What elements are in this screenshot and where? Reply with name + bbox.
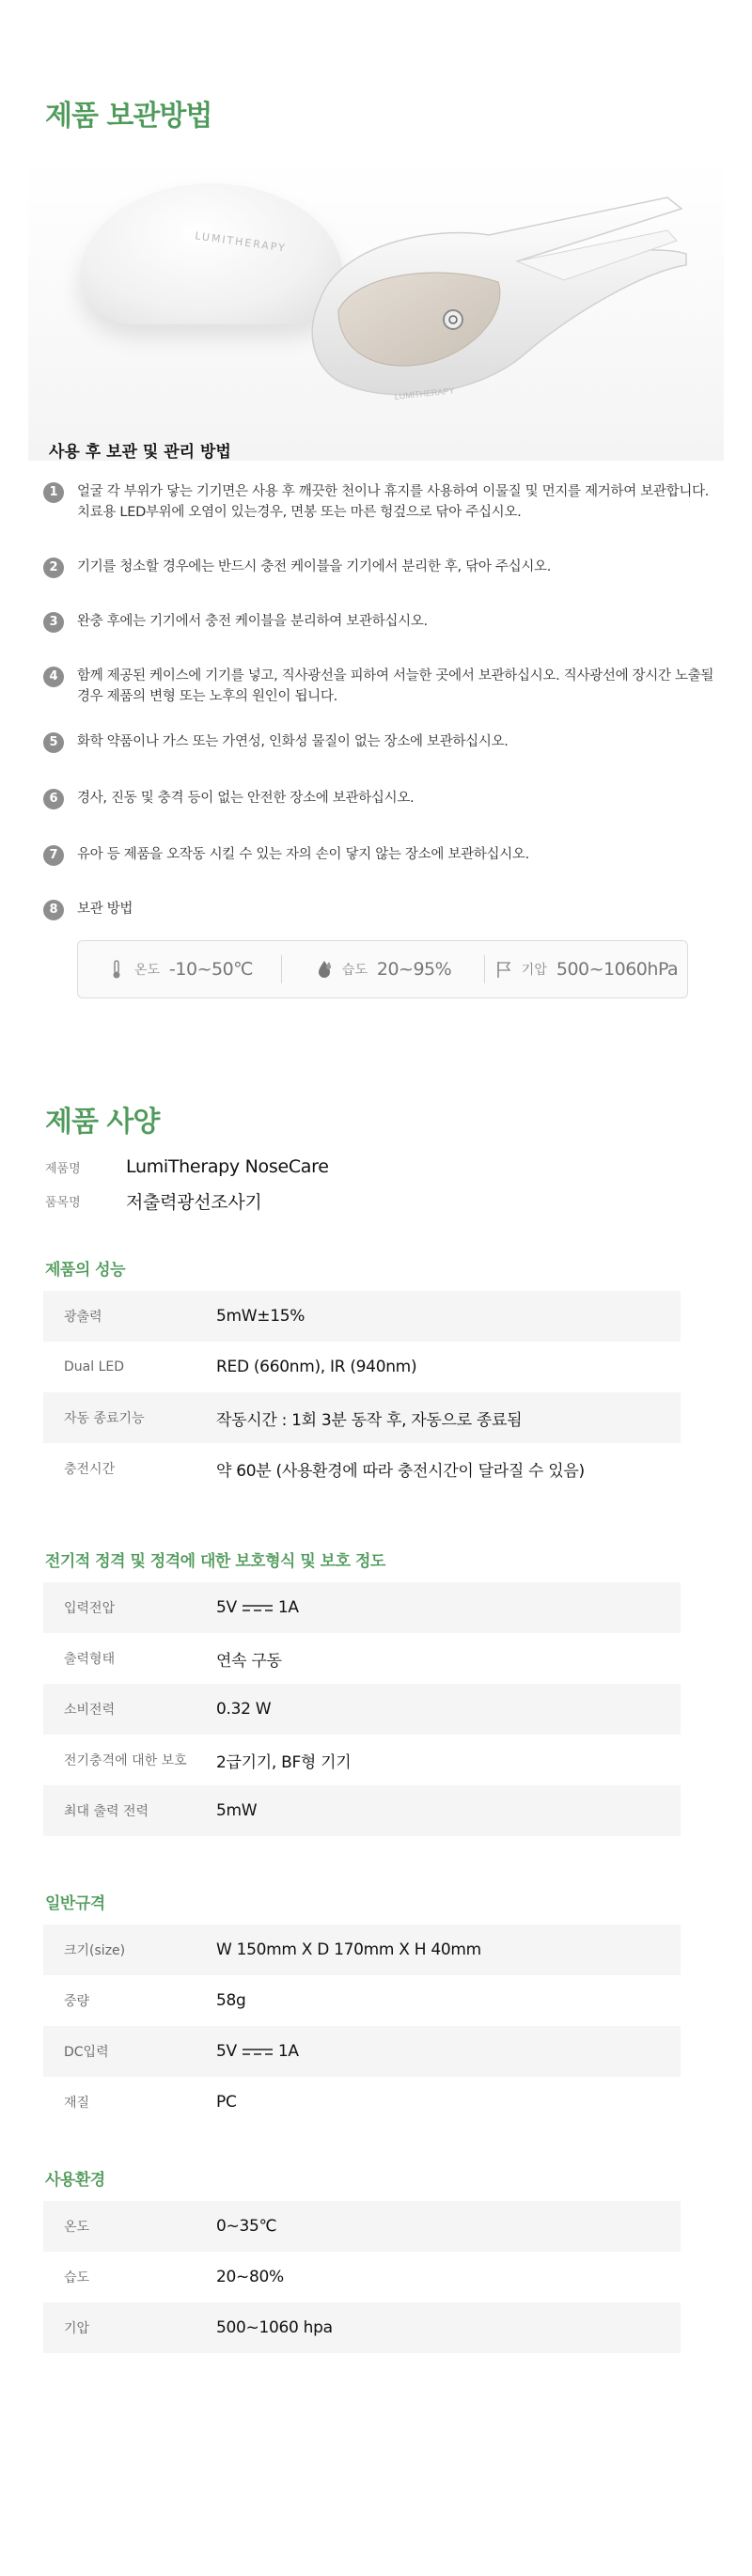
- step-text: 얼굴 각 부위가 닿는 기기면은 사용 후 깨끗한 천이나 휴지를 사용하여 이물질 및 먼지를 제거하여 보관합니다. 치료용 LED부위에 오염이 있는경우, 면봉 또는 마른 헝겊으로 닦아 주십시오.: [77, 484, 710, 520]
- step-number-badge: 7: [43, 845, 64, 866]
- step-text: 보관 방법: [77, 902, 133, 917]
- env-value: 500~1060hPa: [556, 959, 679, 980]
- table-row: [43, 2252, 681, 2302]
- spec-section-title: 제품 사양: [45, 1106, 160, 1139]
- row-key: 재질: [64, 2096, 90, 2111]
- storage-step-5: [43, 731, 720, 753]
- step-number-badge: 1: [43, 482, 64, 503]
- row-value: 0~35℃: [216, 2217, 277, 2236]
- droplet-icon: [314, 959, 335, 980]
- row-value: RED (660nm), IR (940nm): [216, 1358, 417, 1376]
- electrical-table: [43, 1582, 681, 1836]
- table-row: [43, 1443, 681, 1494]
- step-number-badge: 6: [43, 789, 64, 809]
- table-row: [43, 1684, 681, 1735]
- row-key: 자동 종료기능: [64, 1411, 145, 1426]
- row-key: DC입력: [64, 2045, 109, 2060]
- device-glasses-image: [282, 188, 696, 432]
- product-image: [28, 160, 724, 461]
- row-key: 충전시간: [64, 1462, 116, 1477]
- performance-table: [43, 1291, 681, 1494]
- row-key: 중량: [64, 1994, 90, 2009]
- row-value: 연속 구동: [216, 1651, 282, 1671]
- step-text: 기기를 청소할 경우에는 반드시 충전 케이블을 기기에서 분리한 후, 닦아 주십시오.: [77, 559, 552, 574]
- step-number-badge: 4: [43, 667, 64, 687]
- item-name-label: 품목명: [45, 1196, 81, 1210]
- env-value: 20~95%: [376, 959, 452, 980]
- env-humidity: [281, 959, 484, 980]
- step-text: 완충 후에는 기기에서 충전 케이블을 분리하여 보관하십시오.: [77, 614, 428, 629]
- env-label: 온도: [133, 963, 161, 978]
- general-table: [43, 1924, 681, 2128]
- table-row: [43, 1735, 681, 1785]
- row-value: 5mW±15%: [216, 1307, 306, 1326]
- table-row: [43, 1633, 681, 1684]
- product-name-value: LumiTherapy NoseCare: [126, 1156, 329, 1177]
- case-logo: LUMITHERAPY: [194, 229, 288, 255]
- storage-environment-box: [77, 940, 688, 998]
- table-row: [43, 1392, 681, 1443]
- thermometer-icon: [106, 959, 127, 980]
- table-row: [43, 1975, 681, 2026]
- row-value: [216, 1598, 299, 1617]
- row-key: 최대 출력 전력: [64, 1804, 149, 1819]
- product-name-row: [45, 1156, 329, 1177]
- electrical-title: 전기적 정격 및 정격에 대한 보호형식 및 보호 정도: [45, 1552, 385, 1571]
- row-value: 0.32 W: [216, 1700, 272, 1719]
- row-key: 전기충격에 대한 보호: [64, 1753, 187, 1768]
- table-row: [43, 2077, 681, 2128]
- storage-step-3: [43, 611, 720, 633]
- table-row: [43, 1342, 681, 1392]
- row-value: 5mW: [216, 1801, 258, 1820]
- item-name-value: 저출력광선조사기: [126, 1192, 262, 1213]
- storage-step-7: [43, 844, 720, 866]
- row-value: 58g: [216, 1991, 246, 2010]
- row-key: 입력전압: [64, 1601, 116, 1616]
- product-name-label: 제품명: [45, 1161, 81, 1176]
- table-row: [43, 2026, 681, 2077]
- row-value: W 150mm X D 170mm X H 40mm: [216, 1940, 481, 1959]
- storage-step-2: [43, 557, 720, 578]
- env-temperature: [78, 959, 281, 980]
- step-number-badge: 5: [43, 732, 64, 753]
- row-key: 크기(size): [64, 1943, 126, 1958]
- row-key: 습도: [64, 2270, 90, 2285]
- row-value: 약 60분 (사용환경에 따라 충전시간이 달라질 수 있음): [216, 1461, 585, 1481]
- table-row: [43, 2201, 681, 2252]
- step-text: 화학 약품이나 가스 또는 가연성, 인화성 물질이 없는 장소에 보관하십시오.: [77, 734, 509, 749]
- row-key: 광출력: [64, 1310, 102, 1325]
- storage-caption: 사용 후 보관 및 관리 방법: [49, 443, 231, 462]
- row-key: 소비전력: [64, 1703, 116, 1718]
- voltage-value: 5V: [216, 1598, 237, 1617]
- general-title: 일반규격: [45, 1894, 105, 1913]
- row-value: 500~1060 hpa: [216, 2318, 333, 2337]
- performance-title: 제품의 성능: [45, 1261, 126, 1280]
- table-row: [43, 1924, 681, 1975]
- step-text: 유아 등 제품을 오작동 시킬 수 있는 자의 손이 닿지 않는 장소에 보관하십시오.: [77, 847, 529, 862]
- dc-symbol-icon: [243, 2047, 273, 2056]
- row-value: [216, 2042, 299, 2061]
- table-row: [43, 1582, 681, 1633]
- svg-text:LUMITHERAPY: LUMITHERAPY: [394, 385, 455, 401]
- item-name-row: [45, 1188, 261, 1214]
- environment-table: [43, 2201, 681, 2353]
- row-value: 20~80%: [216, 2268, 284, 2286]
- flag-icon: [494, 959, 514, 980]
- current-value: 1A: [277, 1598, 299, 1617]
- voltage-value: 5V: [216, 2042, 237, 2061]
- table-row: [43, 2302, 681, 2353]
- storage-step-1: [43, 481, 720, 523]
- row-key: Dual LED: [64, 1359, 124, 1374]
- environment-title: 사용환경: [45, 2171, 105, 2190]
- dc-symbol-icon: [243, 1603, 273, 1612]
- table-row: [43, 1785, 681, 1836]
- step-number-badge: 8: [43, 900, 64, 920]
- row-key: 온도: [64, 2220, 90, 2235]
- table-row: [43, 1291, 681, 1342]
- env-label: 기압: [521, 963, 547, 978]
- row-value: PC: [216, 2093, 237, 2112]
- storage-section-title: 제품 보관방법: [45, 100, 212, 133]
- step-text: 경사, 진동 및 충격 등이 없는 안전한 장소에 보관하십시오.: [77, 791, 415, 806]
- row-key: 출력형태: [64, 1652, 116, 1667]
- row-value: 작동시간 : 1회 3분 동작 후, 자동으로 종료됨: [216, 1410, 523, 1430]
- row-key: 기압: [64, 2321, 90, 2336]
- storage-step-8: [43, 899, 720, 920]
- storage-step-4: [43, 666, 720, 707]
- current-value: 1A: [277, 2042, 299, 2061]
- env-pressure: [484, 959, 687, 980]
- step-number-badge: 3: [43, 612, 64, 633]
- storage-step-6: [43, 788, 720, 809]
- step-number-badge: 2: [43, 558, 64, 578]
- env-label: 습도: [341, 963, 368, 978]
- step-text: 함께 제공된 케이스에 기기를 넣고, 직사광선을 피하여 서늘한 곳에서 보관하십시오. 직사광선에 장시간 노출될 경우 제품의 변형 또는 노후의 원인이 됩니다.: [77, 668, 714, 704]
- row-value: 2급기기, BF형 기기: [216, 1752, 352, 1772]
- env-value: -10~50℃: [169, 959, 254, 980]
